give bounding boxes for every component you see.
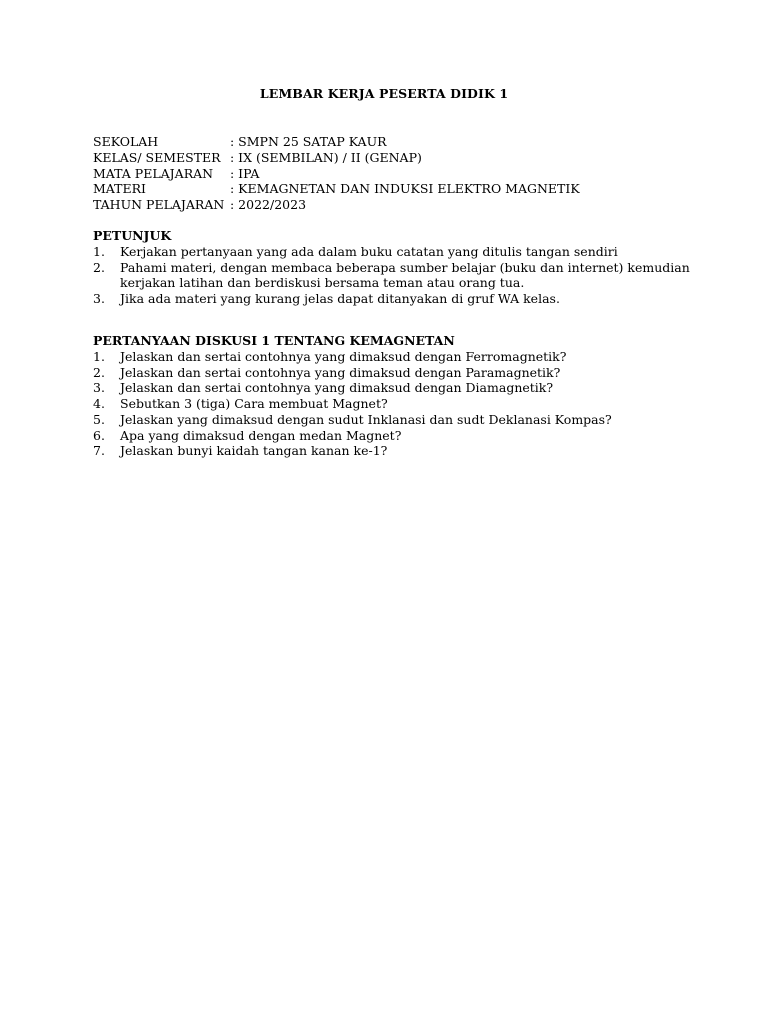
item-text: Jelaskan dan sertai contohnya yang dimaksud dengan Paramagnetik? <box>120 364 561 380</box>
item-number: 1. <box>93 244 105 259</box>
info-label: MATA PELAJARAN <box>93 165 214 181</box>
list-item <box>93 428 693 444</box>
info-label: TAHUN PELAJARAN <box>93 197 225 213</box>
info-value: : IPA <box>230 165 260 181</box>
info-row-mata-pelajaran <box>93 166 580 182</box>
info-label: MATERI <box>93 181 146 197</box>
info-value: : 2022/2023 <box>230 197 307 213</box>
list-item <box>93 291 693 307</box>
info-value: : KEMAGNETAN DAN INDUKSI ELEKTRO MAGNETIK <box>230 181 580 197</box>
info-row-tahun-pelajaran <box>93 197 580 213</box>
item-text: Jelaskan bunyi kaidah tangan kanan ke-1? <box>120 443 388 459</box>
list-item <box>93 365 693 381</box>
list-item <box>93 380 693 396</box>
petunjuk-section <box>93 228 693 307</box>
item-text: Jika ada materi yang kurang jelas dapat ditanyakan di gruf WA kelas. <box>120 291 560 307</box>
list-item <box>93 244 693 260</box>
item-number: 3. <box>93 291 105 307</box>
info-label: KELAS/ SEMESTER <box>93 149 221 165</box>
info-row-materi <box>93 181 580 197</box>
list-item <box>93 396 693 412</box>
item-number: 1. <box>93 349 105 364</box>
info-label: SEKOLAH <box>93 134 159 149</box>
list-item <box>93 412 693 428</box>
item-number: 5. <box>93 411 105 427</box>
petunjuk-list <box>93 244 693 307</box>
item-text: Jelaskan dan sertai contohnya yang dimaksud dengan Diamagnetik? <box>120 380 554 396</box>
item-text: Sebutkan 3 (tiga) Cara membuat Magnet? <box>120 396 388 412</box>
pertanyaan-section <box>93 333 693 459</box>
item-number: 2. <box>93 259 105 275</box>
list-item <box>93 443 693 459</box>
item-number: 7. <box>93 443 105 459</box>
item-number: 6. <box>93 427 105 443</box>
item-text: Pahami materi, dengan membaca beberapa sumber belajar (buku dan internet) kemudian kerjakan latihan dan berdiskusi bersama teman atau orang tua. <box>120 259 690 291</box>
item-number: 3. <box>93 380 105 396</box>
item-text: Jelaskan yang dimaksud dengan sudut Inklanasi dan sudt Deklanasi Kompas? <box>120 411 612 427</box>
item-text: Jelaskan dan sertai contohnya yang dimaksud dengan Ferromagnetik? <box>120 349 567 364</box>
petunjuk-heading: PETUNJUK <box>93 228 172 243</box>
identity-block <box>93 134 580 213</box>
info-value: : SMPN 25 SATAP KAUR <box>230 134 387 149</box>
info-row-kelas-semester <box>93 150 580 166</box>
item-text: Apa yang dimaksud dengan medan Magnet? <box>120 427 402 443</box>
pertanyaan-heading: PERTANYAAN DISKUSI 1 TENTANG KEMAGNETAN <box>93 333 455 348</box>
item-number: 4. <box>93 396 105 412</box>
item-text: Kerjakan pertanyaan yang ada dalam buku catatan yang ditulis tangan sendiri <box>120 244 618 259</box>
info-value: : IX (SEMBILAN) / II (GENAP) <box>230 149 422 165</box>
document-title: LEMBAR KERJA PESERTA DIDIK 1 <box>259 86 509 101</box>
list-item <box>93 260 693 291</box>
info-row-sekolah <box>93 134 580 150</box>
list-item <box>93 349 693 365</box>
item-number: 2. <box>93 364 105 380</box>
pertanyaan-list <box>93 349 693 459</box>
